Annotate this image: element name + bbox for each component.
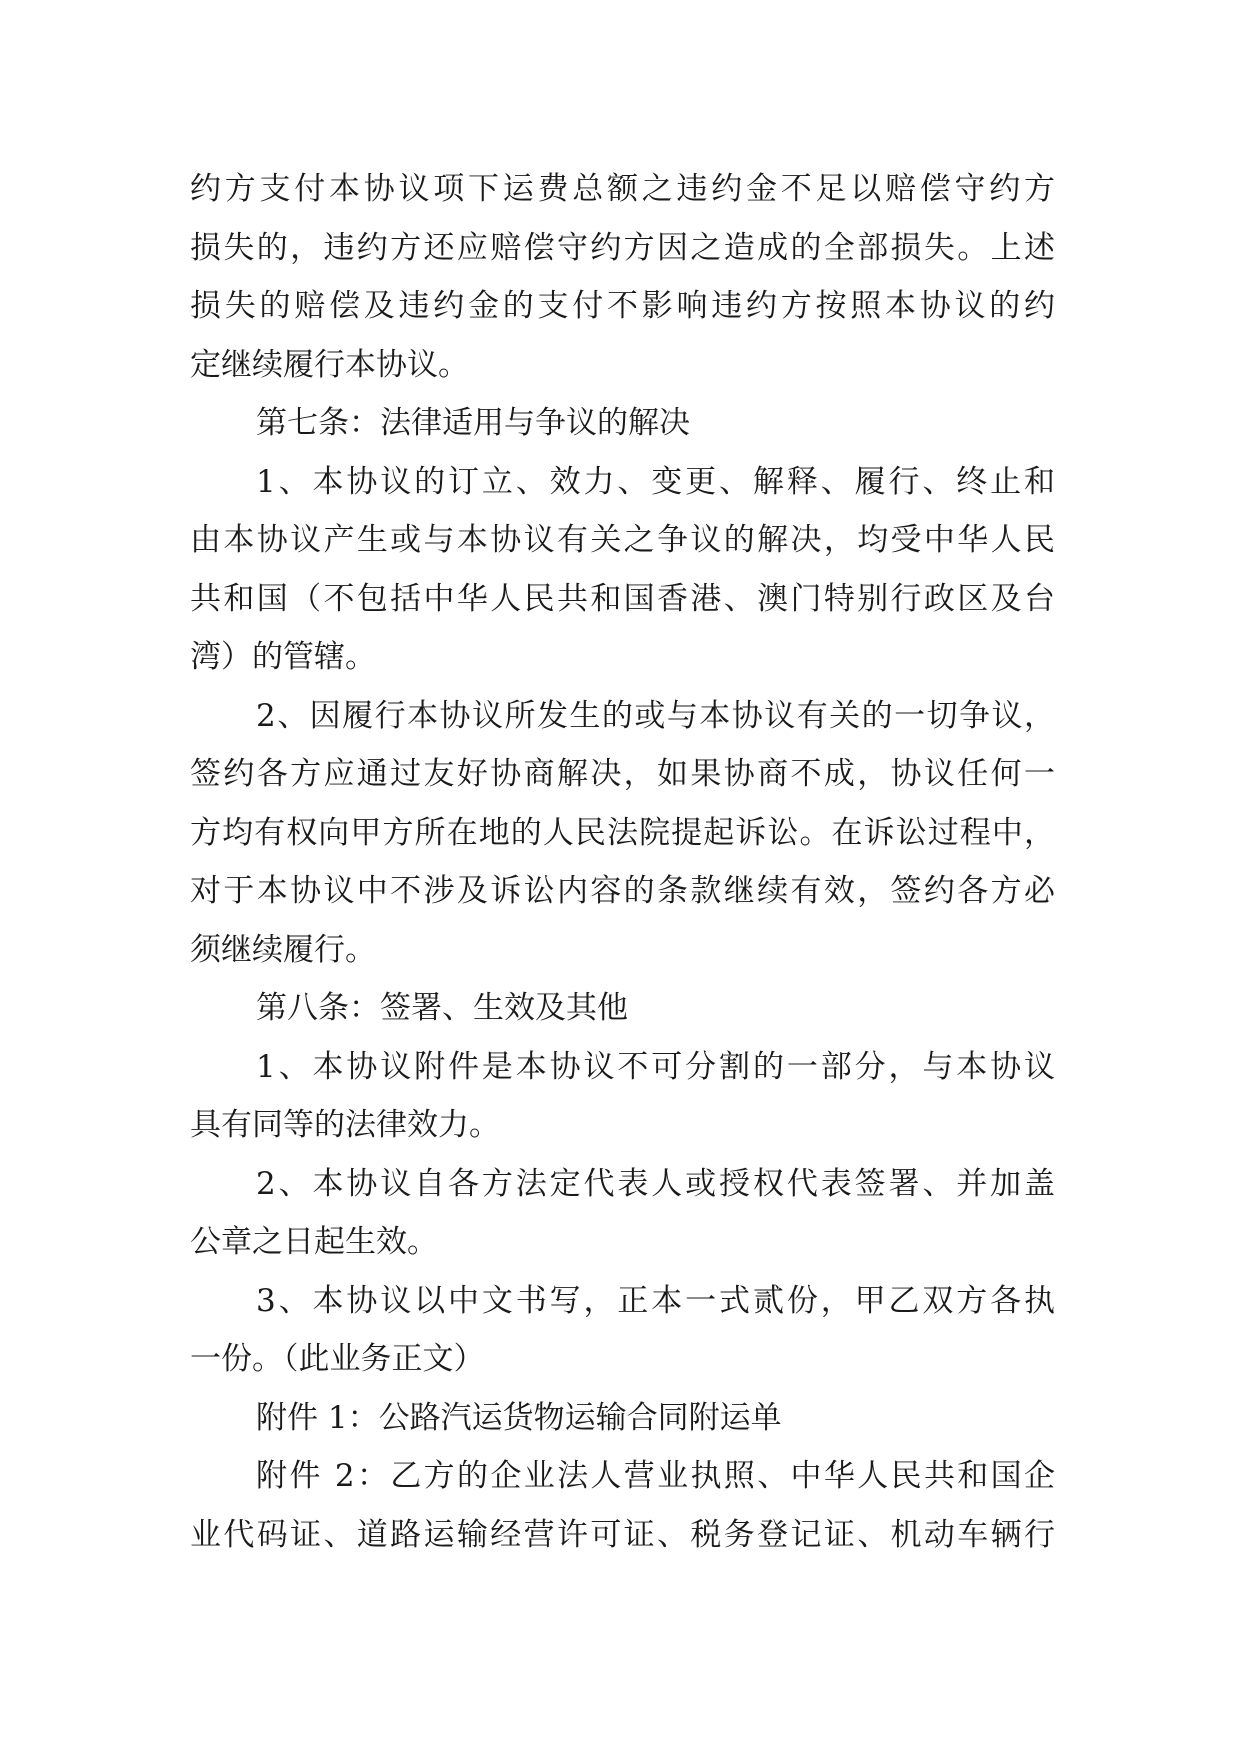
text-line: 定继续履行本协议。: [190, 346, 469, 383]
attachment-1: 附件 1：公路汽运货物运输合同附运单: [256, 1399, 782, 1436]
text-line: 3、本协议以中文书写，正本一式贰份，甲乙双方各执: [256, 1282, 1055, 1319]
text-line: 一份。（此业务正文）: [190, 1341, 485, 1377]
text-line: 由本协议产生或与本协议有关之争议的解决，均受中华人民: [190, 522, 1055, 558]
text-line: 对于本协议中不涉及诉讼内容的条款继续有效，签约各方必: [190, 873, 1055, 909]
text-line: 2、因履行本协议所发生的或与本协议有关的一切争议，: [256, 697, 1055, 734]
text-line: 共和国（不包括中华人民共和国香港、澳门特别行政区及台: [190, 580, 1055, 617]
attachment-2: 附件 2：乙方的企业法人营业执照、中华人民共和国企: [256, 1458, 1055, 1494]
text-line: 须继续履行。: [190, 931, 376, 968]
text-line: 具有同等的法律效力。: [190, 1107, 500, 1143]
text-line: 1、本协议的订立、效力、变更、解释、履行、终止和: [256, 463, 1055, 500]
article-heading-7: 第七条：法律适用与争议的解决: [256, 405, 690, 441]
text-line: 方均有权向甲方所在地的人民法院提起诉讼。在诉讼过程中，: [190, 814, 1055, 851]
article-heading-8: 第八条：签署、生效及其他: [256, 990, 628, 1026]
text-line: 损失的赔偿及违约金的支付不影响违约方按照本协议的约: [190, 288, 1055, 324]
text-line: 损失的，违约方还应赔偿守约方因之造成的全部损失。上述: [190, 229, 1055, 266]
text-line: 公章之日起生效。: [190, 1224, 438, 1260]
text-line: 2、本协议自各方法定代表人或授权代表签署、并加盖: [256, 1165, 1055, 1202]
text-line: 1、本协议附件是本协议不可分割的一部分，与本协议: [256, 1048, 1055, 1085]
text-line: 约方支付本协议项下运费总额之违约金不足以赔偿守约方: [190, 171, 1055, 207]
document-body: [190, 160, 1055, 1564]
text-line: 湾）的管辖。: [190, 639, 376, 675]
text-line: 业代码证、道路运输经营许可证、税务登记证、机动车辆行: [190, 1516, 1055, 1553]
text-line: 签约各方应通过友好协商解决，如果协商不成，协议任何一: [190, 756, 1055, 792]
